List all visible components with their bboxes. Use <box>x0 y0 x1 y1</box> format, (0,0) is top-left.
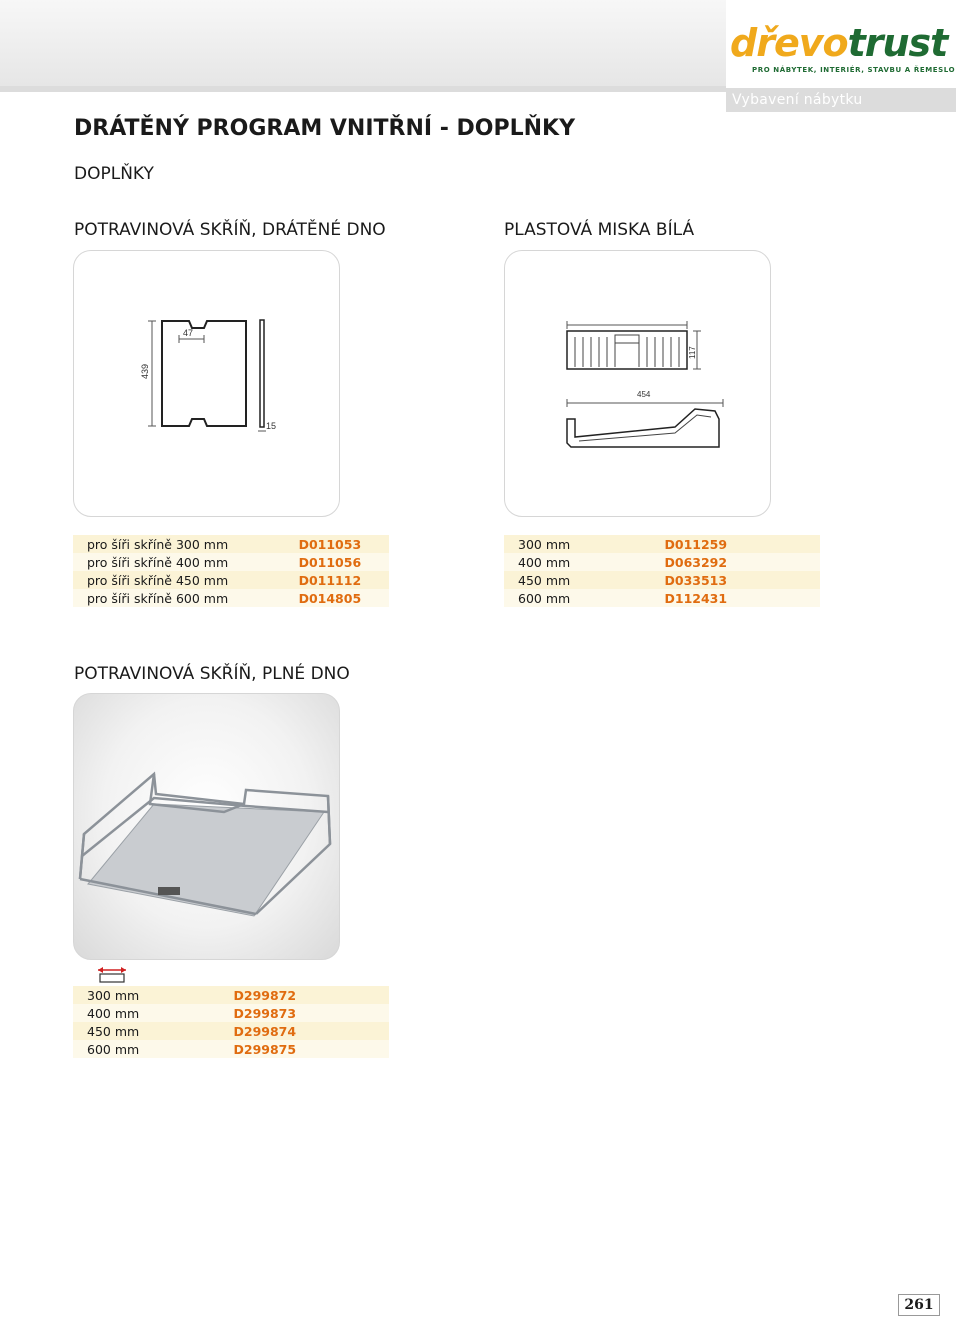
header-band <box>0 0 726 86</box>
product-code: D112431 <box>651 589 820 607</box>
size-label: 600 mm <box>504 589 651 607</box>
product-code: D011056 <box>285 553 389 571</box>
product-code: D033513 <box>651 571 820 589</box>
size-label: 450 mm <box>73 1022 220 1040</box>
product-code: D299873 <box>220 1004 389 1022</box>
pantry-basket-photo <box>74 694 339 959</box>
wire-shelf-drawing <box>74 251 339 516</box>
section3-spec-table <box>73 986 389 1058</box>
size-label: 400 mm <box>504 553 651 571</box>
dim-width: 47 <box>183 328 194 338</box>
section1-spec-table <box>73 535 389 607</box>
section3-title: POTRAVINOVÁ SKŘÍŇ, PLNÉ DNO <box>74 664 350 684</box>
section2-title: PLASTOVÁ MISKA BÍLÁ <box>504 220 695 240</box>
section3-photo-frame <box>73 693 340 960</box>
product-code: D011112 <box>285 571 389 589</box>
logo-word-trust: trust <box>847 21 948 65</box>
product-code: D014805 <box>285 589 389 607</box>
product-code: D063292 <box>651 553 820 571</box>
product-code: D011259 <box>651 535 820 553</box>
section1-drawing-frame <box>73 250 340 517</box>
table-row <box>504 535 820 553</box>
table-row <box>73 1004 389 1022</box>
table-row <box>73 986 389 1004</box>
plastic-tray-drawing <box>505 251 770 516</box>
table-row <box>73 1040 389 1058</box>
size-label: 300 mm <box>73 986 220 1004</box>
page-number: 261 <box>898 1294 940 1316</box>
table-row <box>73 553 389 571</box>
size-label: 450 mm <box>504 571 651 589</box>
table-row <box>504 571 820 589</box>
section2-spec-table <box>504 535 820 607</box>
table-row <box>73 1022 389 1040</box>
logo-tagline: PRO NÁBYTEK, INTERIÉR, STAVBU A ŘEMESLO <box>752 66 956 74</box>
page-subtitle: DOPLŇKY <box>74 164 154 184</box>
size-label: 400 mm <box>73 1004 220 1022</box>
category-label: Vybavení nábytku <box>726 88 956 112</box>
product-code: D299875 <box>220 1040 389 1058</box>
dim-tray-height: 117 <box>688 346 697 359</box>
section2-drawing-frame <box>504 250 771 517</box>
page-title: DRÁTĚNÝ PROGRAM VNITŘNÍ - DOPLŇKY <box>74 116 576 141</box>
size-label: pro šíři skříně 450 mm <box>73 571 285 589</box>
brand-logo <box>730 18 956 78</box>
size-label: pro šíři skříně 600 mm <box>73 589 285 607</box>
logo-word-drevo: dřevo <box>730 21 848 65</box>
dim-thickness: 15 <box>266 421 277 431</box>
table-row <box>73 535 389 553</box>
table-row <box>504 553 820 571</box>
table-row <box>504 589 820 607</box>
table-row <box>73 571 389 589</box>
logo-wordmark <box>730 18 947 68</box>
header-sub-band <box>0 86 726 92</box>
size-label: pro šíři skříně 300 mm <box>73 535 285 553</box>
size-label: 300 mm <box>504 535 651 553</box>
dim-tray-length: 454 <box>637 390 651 399</box>
product-code: D299872 <box>220 986 389 1004</box>
section1-title: POTRAVINOVÁ SKŘÍŇ, DRÁTĚNÉ DNO <box>74 220 386 240</box>
product-code: D011053 <box>285 535 389 553</box>
width-arrow-icon <box>96 966 128 988</box>
size-label: 600 mm <box>73 1040 220 1058</box>
dim-height: 439 <box>140 363 150 379</box>
product-code: D299874 <box>220 1022 389 1040</box>
size-label: pro šíři skříně 400 mm <box>73 553 285 571</box>
table-row <box>73 589 389 607</box>
